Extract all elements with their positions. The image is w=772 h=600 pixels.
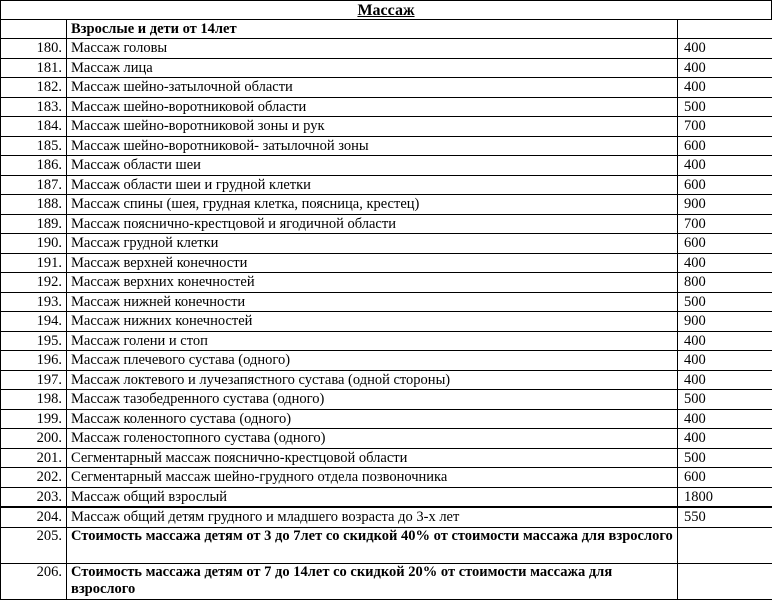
service-price: 550 (678, 507, 772, 527)
service-price: 400 (678, 58, 772, 78)
table-row (1, 429, 772, 449)
table-row (1, 195, 772, 215)
service-name: Массаж лица (67, 58, 678, 78)
service-name: Сегментарный массаж пояснично-крестцовой области (67, 448, 678, 468)
service-price: 700 (678, 117, 772, 137)
service-name: Массаж коленного сустава (одного) (67, 409, 678, 429)
table-row (1, 273, 772, 293)
table-row (1, 507, 772, 527)
service-name: Массаж головы (67, 39, 678, 59)
discount-note: Стоимость массажа детям от 3 до 7лет со скидкой 40% от стоимости массажа для взрослого (67, 527, 678, 563)
row-number: 203. (1, 487, 67, 507)
row-number: 204. (1, 507, 67, 527)
row-number: 191. (1, 253, 67, 273)
row-number: 194. (1, 312, 67, 332)
row-number: 188. (1, 195, 67, 215)
row-number: 201. (1, 448, 67, 468)
row-number: 197. (1, 370, 67, 390)
row-number: 199. (1, 409, 67, 429)
service-price: 400 (678, 39, 772, 59)
service-name: Массаж верхней конечности (67, 253, 678, 273)
table-row (1, 136, 772, 156)
header-num-cell (1, 20, 67, 39)
service-name: Массаж шейно-воротниковой- затылочной зоны (67, 136, 678, 156)
table-row (1, 117, 772, 137)
header-label: Взрослые и дети от 14лет (67, 20, 678, 39)
row-number: 181. (1, 58, 67, 78)
row-number: 183. (1, 97, 67, 117)
table-row (1, 253, 772, 273)
note-price-cell (678, 527, 772, 563)
service-name: Массаж локтевого и лучезапястного сустава (одной стороны) (67, 370, 678, 390)
row-number: 202. (1, 468, 67, 488)
table-row (1, 409, 772, 429)
service-name: Массаж тазобедренного сустава (одного) (67, 390, 678, 410)
table-row (1, 214, 772, 234)
row-number: 182. (1, 78, 67, 98)
service-name: Массаж шейно-воротниковой области (67, 97, 678, 117)
table-row (1, 468, 772, 488)
row-number: 189. (1, 214, 67, 234)
row-number: 205. (1, 527, 67, 563)
table-row (1, 234, 772, 254)
service-price: 400 (678, 78, 772, 98)
service-price: 600 (678, 175, 772, 195)
discount-note: Стоимость массажа детям от 7 до 14лет со скидкой 20% от стоимости массажа для взрослого (67, 563, 678, 599)
row-number: 180. (1, 39, 67, 59)
service-price: 600 (678, 234, 772, 254)
row-number: 184. (1, 117, 67, 137)
row-number: 190. (1, 234, 67, 254)
table-row (1, 292, 772, 312)
note-row (1, 563, 772, 599)
table-row (1, 312, 772, 332)
row-number: 193. (1, 292, 67, 312)
service-price: 400 (678, 409, 772, 429)
service-price: 600 (678, 468, 772, 488)
service-name: Массаж верхних конечностей (67, 273, 678, 293)
service-price: 500 (678, 390, 772, 410)
table-row (1, 39, 772, 59)
table-row (1, 175, 772, 195)
table-row (1, 448, 772, 468)
service-name: Массаж шейно-затылочной области (67, 78, 678, 98)
service-price: 400 (678, 331, 772, 351)
table-row (1, 78, 772, 98)
note-row (1, 527, 772, 563)
service-price: 400 (678, 351, 772, 371)
row-number: 187. (1, 175, 67, 195)
service-name: Массаж общий взрослый (67, 487, 678, 507)
service-price: 500 (678, 292, 772, 312)
table-row (1, 97, 772, 117)
service-name: Массаж нижних конечностей (67, 312, 678, 332)
row-number: 186. (1, 156, 67, 176)
service-name: Массаж нижней конечности (67, 292, 678, 312)
row-number: 185. (1, 136, 67, 156)
service-name: Массаж пояснично-крестцовой и ягодичной области (67, 214, 678, 234)
service-name: Массаж грудной клетки (67, 234, 678, 254)
table-row (1, 58, 772, 78)
service-price: 600 (678, 136, 772, 156)
section-title-text: Массаж (357, 2, 415, 19)
service-name: Массаж голеностопного сустава (одного) (67, 429, 678, 449)
service-name: Сегментарный массаж шейно-грудного отдела позвоночника (67, 468, 678, 488)
service-price: 500 (678, 448, 772, 468)
service-price: 900 (678, 312, 772, 332)
table-row (1, 351, 772, 371)
section-title (0, 0, 772, 19)
service-price: 400 (678, 253, 772, 273)
service-price: 400 (678, 429, 772, 449)
service-name: Массаж шейно-воротниковой зоны и рук (67, 117, 678, 137)
price-table (0, 19, 772, 600)
table-row (1, 156, 772, 176)
row-number: 196. (1, 351, 67, 371)
row-number: 198. (1, 390, 67, 410)
service-name: Массаж области шеи (67, 156, 678, 176)
row-number: 192. (1, 273, 67, 293)
service-name: Массаж спины (шея, грудная клетка, поясница, крестец) (67, 195, 678, 215)
table-row (1, 487, 772, 507)
service-price: 900 (678, 195, 772, 215)
service-name: Массаж общий детям грудного и младшего возраста до 3-х лет (67, 507, 678, 527)
table-row (1, 331, 772, 351)
table-header-row (1, 20, 772, 39)
service-price: 1800 (678, 487, 772, 507)
service-name: Массаж плечевого сустава (одного) (67, 351, 678, 371)
service-price: 400 (678, 370, 772, 390)
note-price-cell (678, 563, 772, 599)
service-price: 500 (678, 97, 772, 117)
service-price: 700 (678, 214, 772, 234)
table-row (1, 370, 772, 390)
row-number: 195. (1, 331, 67, 351)
service-name: Массаж голени и стоп (67, 331, 678, 351)
row-number: 206. (1, 563, 67, 599)
service-name: Массаж области шеи и грудной клетки (67, 175, 678, 195)
service-price: 800 (678, 273, 772, 293)
table-row (1, 390, 772, 410)
service-price: 400 (678, 156, 772, 176)
header-price-cell (678, 20, 772, 39)
row-number: 200. (1, 429, 67, 449)
